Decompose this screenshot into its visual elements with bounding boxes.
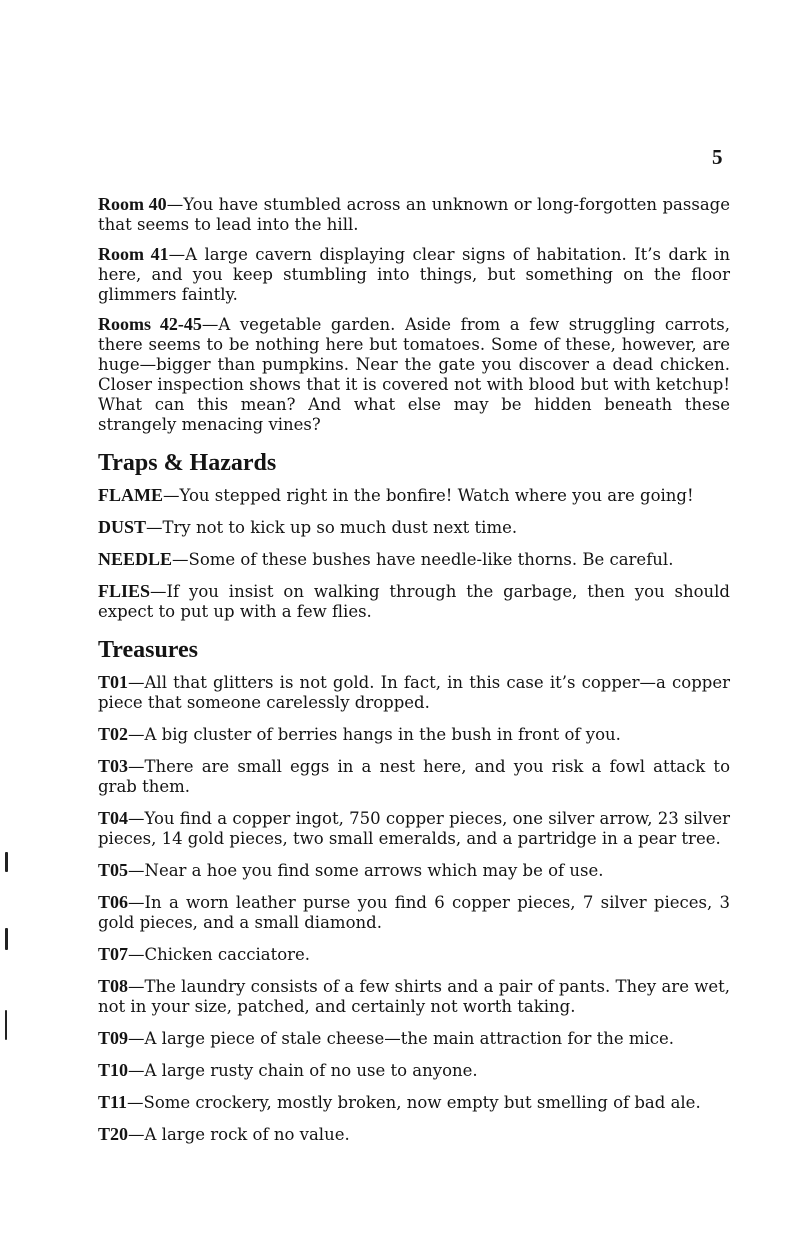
scan-margin-marks <box>0 0 14 1236</box>
em-dash: — <box>128 673 145 692</box>
em-dash: — <box>163 486 180 505</box>
treasure-description: Some crockery, mostly broken, now empty but smelling of bad ale. <box>143 1093 701 1112</box>
page-number: 5 <box>712 145 723 169</box>
treasure-key: T04 <box>98 808 129 828</box>
treasure-entry <box>98 724 730 745</box>
treasure-description: A large rusty chain of no use to anyone. <box>144 1061 478 1080</box>
em-dash: — <box>128 1125 145 1144</box>
treasure-description: The laundry consists of a few shirts and a pair of pants. They are wet, not in your size, patched, and certainly not worth taking. <box>98 977 730 1016</box>
rooms-section <box>98 194 730 435</box>
treasure-key: T05 <box>98 860 129 880</box>
treasure-description: Chicken cacciatore. <box>144 945 311 964</box>
treasure-key: T02 <box>98 724 129 744</box>
treasure-entry <box>98 1028 730 1049</box>
treasure-description: All that glitters is not gold. In fact, in this case it’s copper—a copper piece that someone carelessly dropped. <box>98 673 730 712</box>
trap-entry <box>98 549 730 570</box>
treasure-entry <box>98 756 730 797</box>
em-dash: — <box>128 893 145 912</box>
em-dash: — <box>168 245 186 264</box>
treasure-entry <box>98 808 730 849</box>
treasure-entry <box>98 944 730 965</box>
room-entry <box>98 194 730 235</box>
traps-heading: Traps & Hazards <box>98 450 277 476</box>
treasure-description: A big cluster of berries hangs in the bush in front of you. <box>144 725 621 744</box>
trap-key: FLAME <box>98 485 163 505</box>
treasures-heading: Treasures <box>98 637 198 663</box>
em-dash: — <box>128 1029 145 1048</box>
room-entry <box>98 244 730 305</box>
treasure-description: You find a copper ingot, 750 copper pieces, one silver arrow, 23 silver pieces, 14 gold pieces, two small emeralds, and a partridge in a pear tree. <box>98 809 730 848</box>
em-dash: — <box>172 550 189 569</box>
em-dash: — <box>166 195 184 214</box>
em-dash: — <box>128 1061 145 1080</box>
treasure-key: T11 <box>98 1092 128 1112</box>
room-key: Room 40 <box>98 194 167 214</box>
trap-description: Some of these bushes have needle-like thorns. Be careful. <box>188 550 674 569</box>
room-entry <box>98 314 730 435</box>
treasure-key: T10 <box>98 1060 129 1080</box>
trap-key: DUST <box>98 517 147 537</box>
traps-section <box>98 449 730 622</box>
treasure-key: T07 <box>98 944 129 964</box>
treasures-section <box>98 636 730 1145</box>
em-dash: — <box>146 518 163 537</box>
treasure-key: T03 <box>98 756 129 776</box>
em-dash: — <box>128 757 145 776</box>
treasure-key: T08 <box>98 976 129 996</box>
treasure-entry <box>98 672 730 713</box>
em-dash: — <box>127 1093 144 1112</box>
em-dash: — <box>128 725 145 744</box>
em-dash: — <box>201 315 219 334</box>
treasure-entry <box>98 892 730 933</box>
trap-entry <box>98 485 730 506</box>
treasure-description: A large piece of stale cheese—the main attraction for the mice. <box>144 1029 675 1048</box>
em-dash: — <box>150 582 167 601</box>
treasure-description: A large rock of no value. <box>144 1125 350 1144</box>
trap-entry <box>98 581 730 622</box>
room-key: Rooms 42-45 <box>98 314 202 334</box>
trap-description: Try not to kick up so much dust next time. <box>162 518 518 537</box>
trap-description: If you insist on walking through the garbage, then you should expect to put up with a few flies. <box>98 582 730 621</box>
em-dash: — <box>128 945 145 964</box>
em-dash: — <box>128 977 145 996</box>
treasure-entry <box>98 976 730 1017</box>
treasure-key: T20 <box>98 1124 129 1144</box>
room-description: You have stumbled across an unknown or long-forgotten passage that seems to lead into the hill. <box>98 195 730 234</box>
treasure-key: T01 <box>98 672 129 692</box>
trap-description: You stepped right in the bonfire! Watch where you are going! <box>179 486 694 505</box>
treasure-description: Near a hoe you find some arrows which may be of use. <box>144 861 604 880</box>
treasure-key: T06 <box>98 892 129 912</box>
treasure-key: T09 <box>98 1028 129 1048</box>
trap-entry <box>98 517 730 538</box>
treasure-entry <box>98 1092 730 1113</box>
room-key: Room 41 <box>98 244 169 264</box>
treasure-entry <box>98 860 730 881</box>
treasure-entry <box>98 1060 730 1081</box>
em-dash: — <box>128 809 145 828</box>
page-content <box>98 194 730 1156</box>
treasure-entry <box>98 1124 730 1145</box>
room-description: A large cavern displaying clear signs of habitation. It’s dark in here, and you keep stumbling into things, but something on the floor glimmers faintly. <box>98 245 730 304</box>
room-description: A vegetable garden. Aside from a few struggling carrots, there seems to be nothing here but tomatoes. Some of these, however, are huge—bigger than pumpkins. Near the gate you discover a dead chicken. Closer inspection shows that it is covered not with blood but with ketchup! What can this mean? And what else may be hidden beneath these strangely menacing vines? <box>98 315 730 434</box>
treasure-description: There are small eggs in a nest here, and you risk a fowl attack to grab them. <box>98 757 730 796</box>
em-dash: — <box>128 861 145 880</box>
trap-key: FLIES <box>98 581 151 601</box>
trap-key: NEEDLE <box>98 549 173 569</box>
treasure-description: In a worn leather purse you find 6 copper pieces, 7 silver pieces, 3 gold pieces, and a small diamond. <box>98 893 730 932</box>
